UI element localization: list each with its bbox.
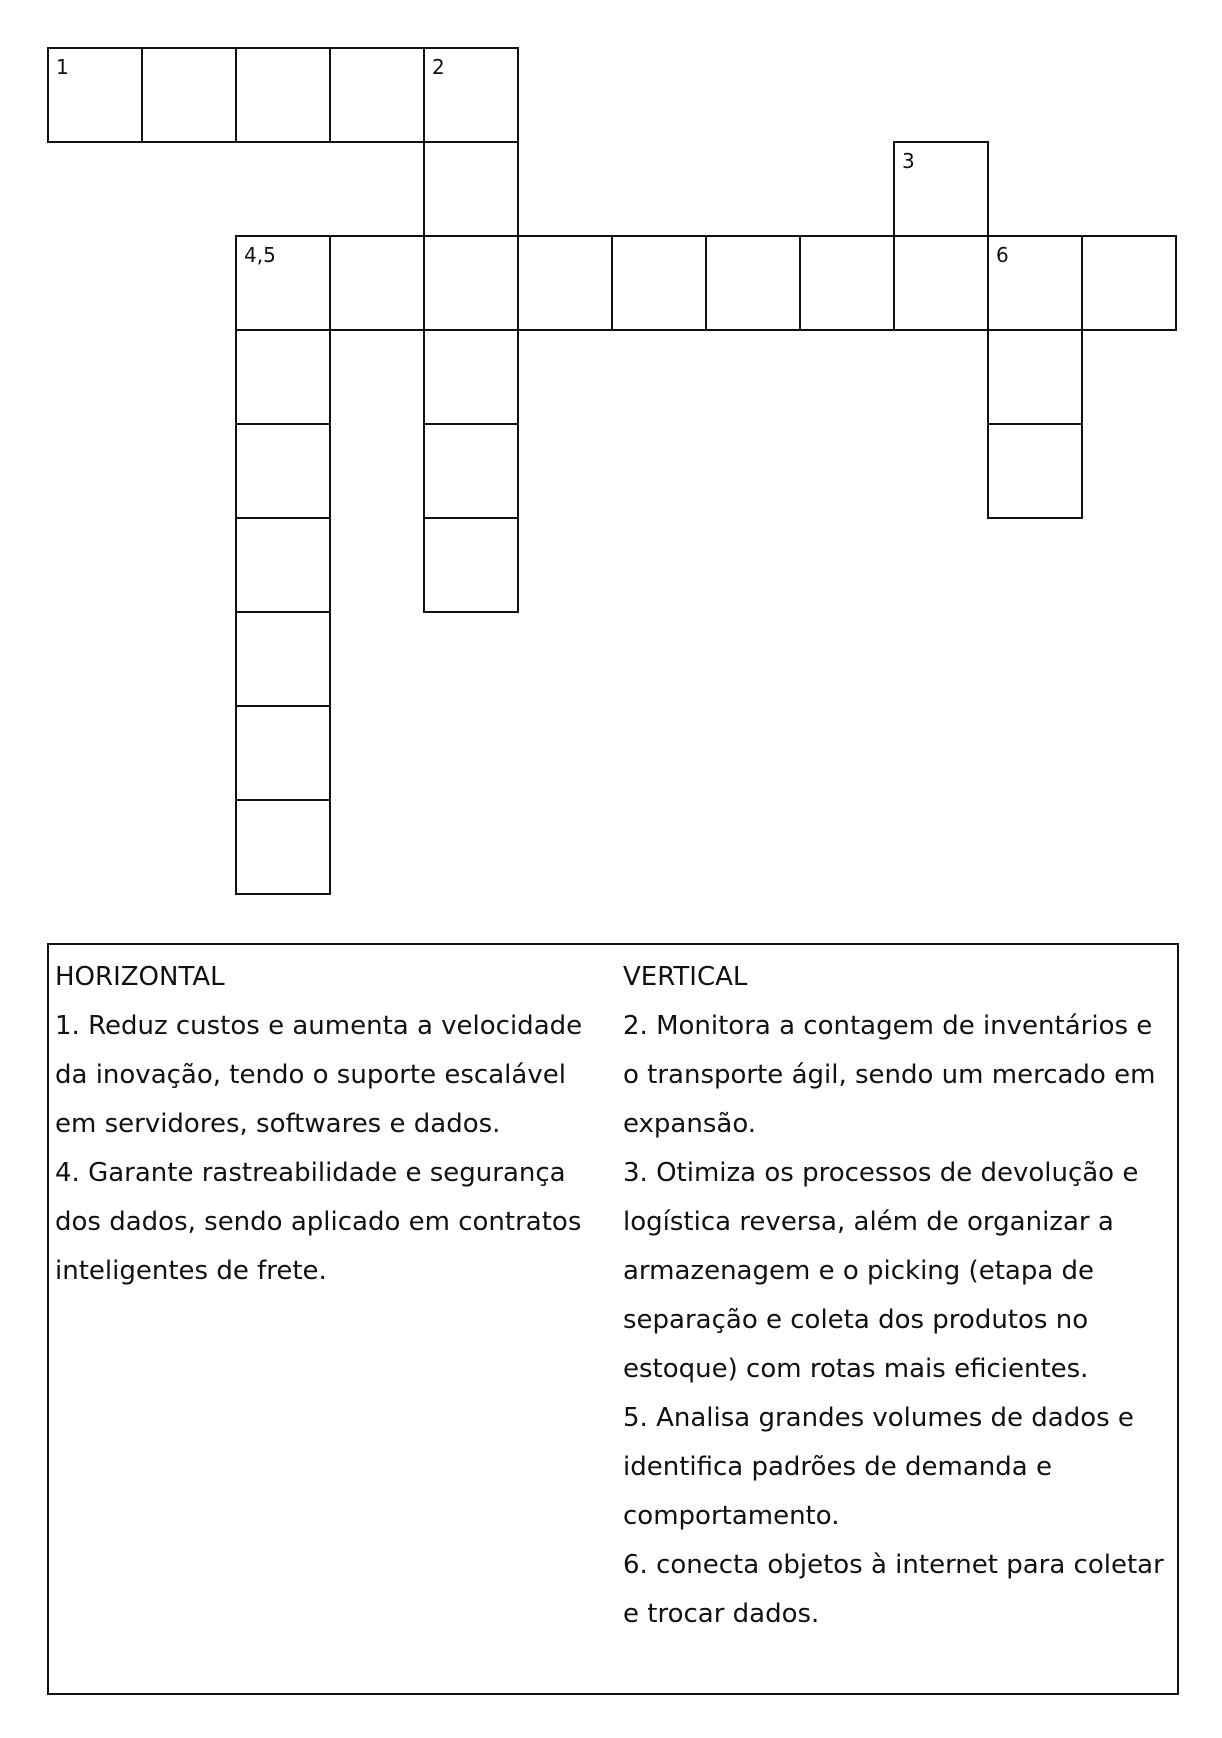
cell-number: 6 [996,243,1009,267]
horizontal-clues [55,953,611,1296]
cell-number: 4,5 [244,243,276,267]
crossword-cell[interactable] [423,517,519,613]
horizontal-heading: HORIZONTAL [55,962,225,992]
crossword-cell[interactable] [1081,235,1177,331]
crossword-cell[interactable] [423,235,519,331]
crossword-cell[interactable] [423,329,519,425]
clues-box [47,943,1179,1695]
crossword-cell[interactable] [893,235,989,331]
horizontal-clue-1: 1. Reduz custos e aumenta a velocidade da inovação, tendo o suporte escalável em servidores, softwares e dados. [55,1011,583,1139]
crossword-cell[interactable] [893,141,989,237]
crossword-cell[interactable] [329,47,425,143]
vertical-clue-6: 6. conecta objetos à internet para coletar e trocar dados. [623,1550,1164,1629]
crossword-cell[interactable] [235,799,331,895]
crossword-cell[interactable] [329,235,425,331]
crossword-cell[interactable] [235,235,331,331]
crossword-cell[interactable] [611,235,707,331]
crossword-cell[interactable] [705,235,801,331]
crossword-cell[interactable] [423,423,519,519]
vertical-clues [623,953,1175,1639]
crossword-cell[interactable] [235,611,331,707]
crossword-cell[interactable] [141,47,237,143]
cell-number: 1 [56,55,69,79]
crossword-cell[interactable] [235,517,331,613]
horizontal-clue-4: 4. Garante rastreabilidade e segurança dos dados, sendo aplicado em contratos inteligentes de frete. [55,1158,582,1286]
crossword-cell[interactable] [987,423,1083,519]
crossword-cell[interactable] [987,329,1083,425]
crossword-cell[interactable] [423,141,519,237]
crossword-cell[interactable] [987,235,1083,331]
crossword-cell[interactable] [235,47,331,143]
crossword-cell[interactable] [235,329,331,425]
crossword-cell[interactable] [799,235,895,331]
cell-number: 3 [902,149,915,173]
crossword-cell[interactable] [235,705,331,801]
crossword-cell[interactable] [235,423,331,519]
crossword-cell[interactable] [423,47,519,143]
crossword-cell[interactable] [517,235,613,331]
vertical-heading: VERTICAL [623,962,748,992]
crossword-cell[interactable] [47,47,143,143]
vertical-clue-5: 5. Analisa grandes volumes de dados e identifica padrões de demanda e comportamento. [623,1403,1134,1531]
vertical-clue-2: 2. Monitora a contagem de inventários e o transporte ágil, sendo um mercado em expansão. [623,1011,1156,1139]
cell-number: 2 [432,55,445,79]
vertical-clue-3: 3. Otimiza os processos de devolução e logística reversa, além de organizar a armazenagem e o picking (etapa de separação e coleta dos produtos no estoque) com rotas mais eficientes. [623,1158,1139,1384]
